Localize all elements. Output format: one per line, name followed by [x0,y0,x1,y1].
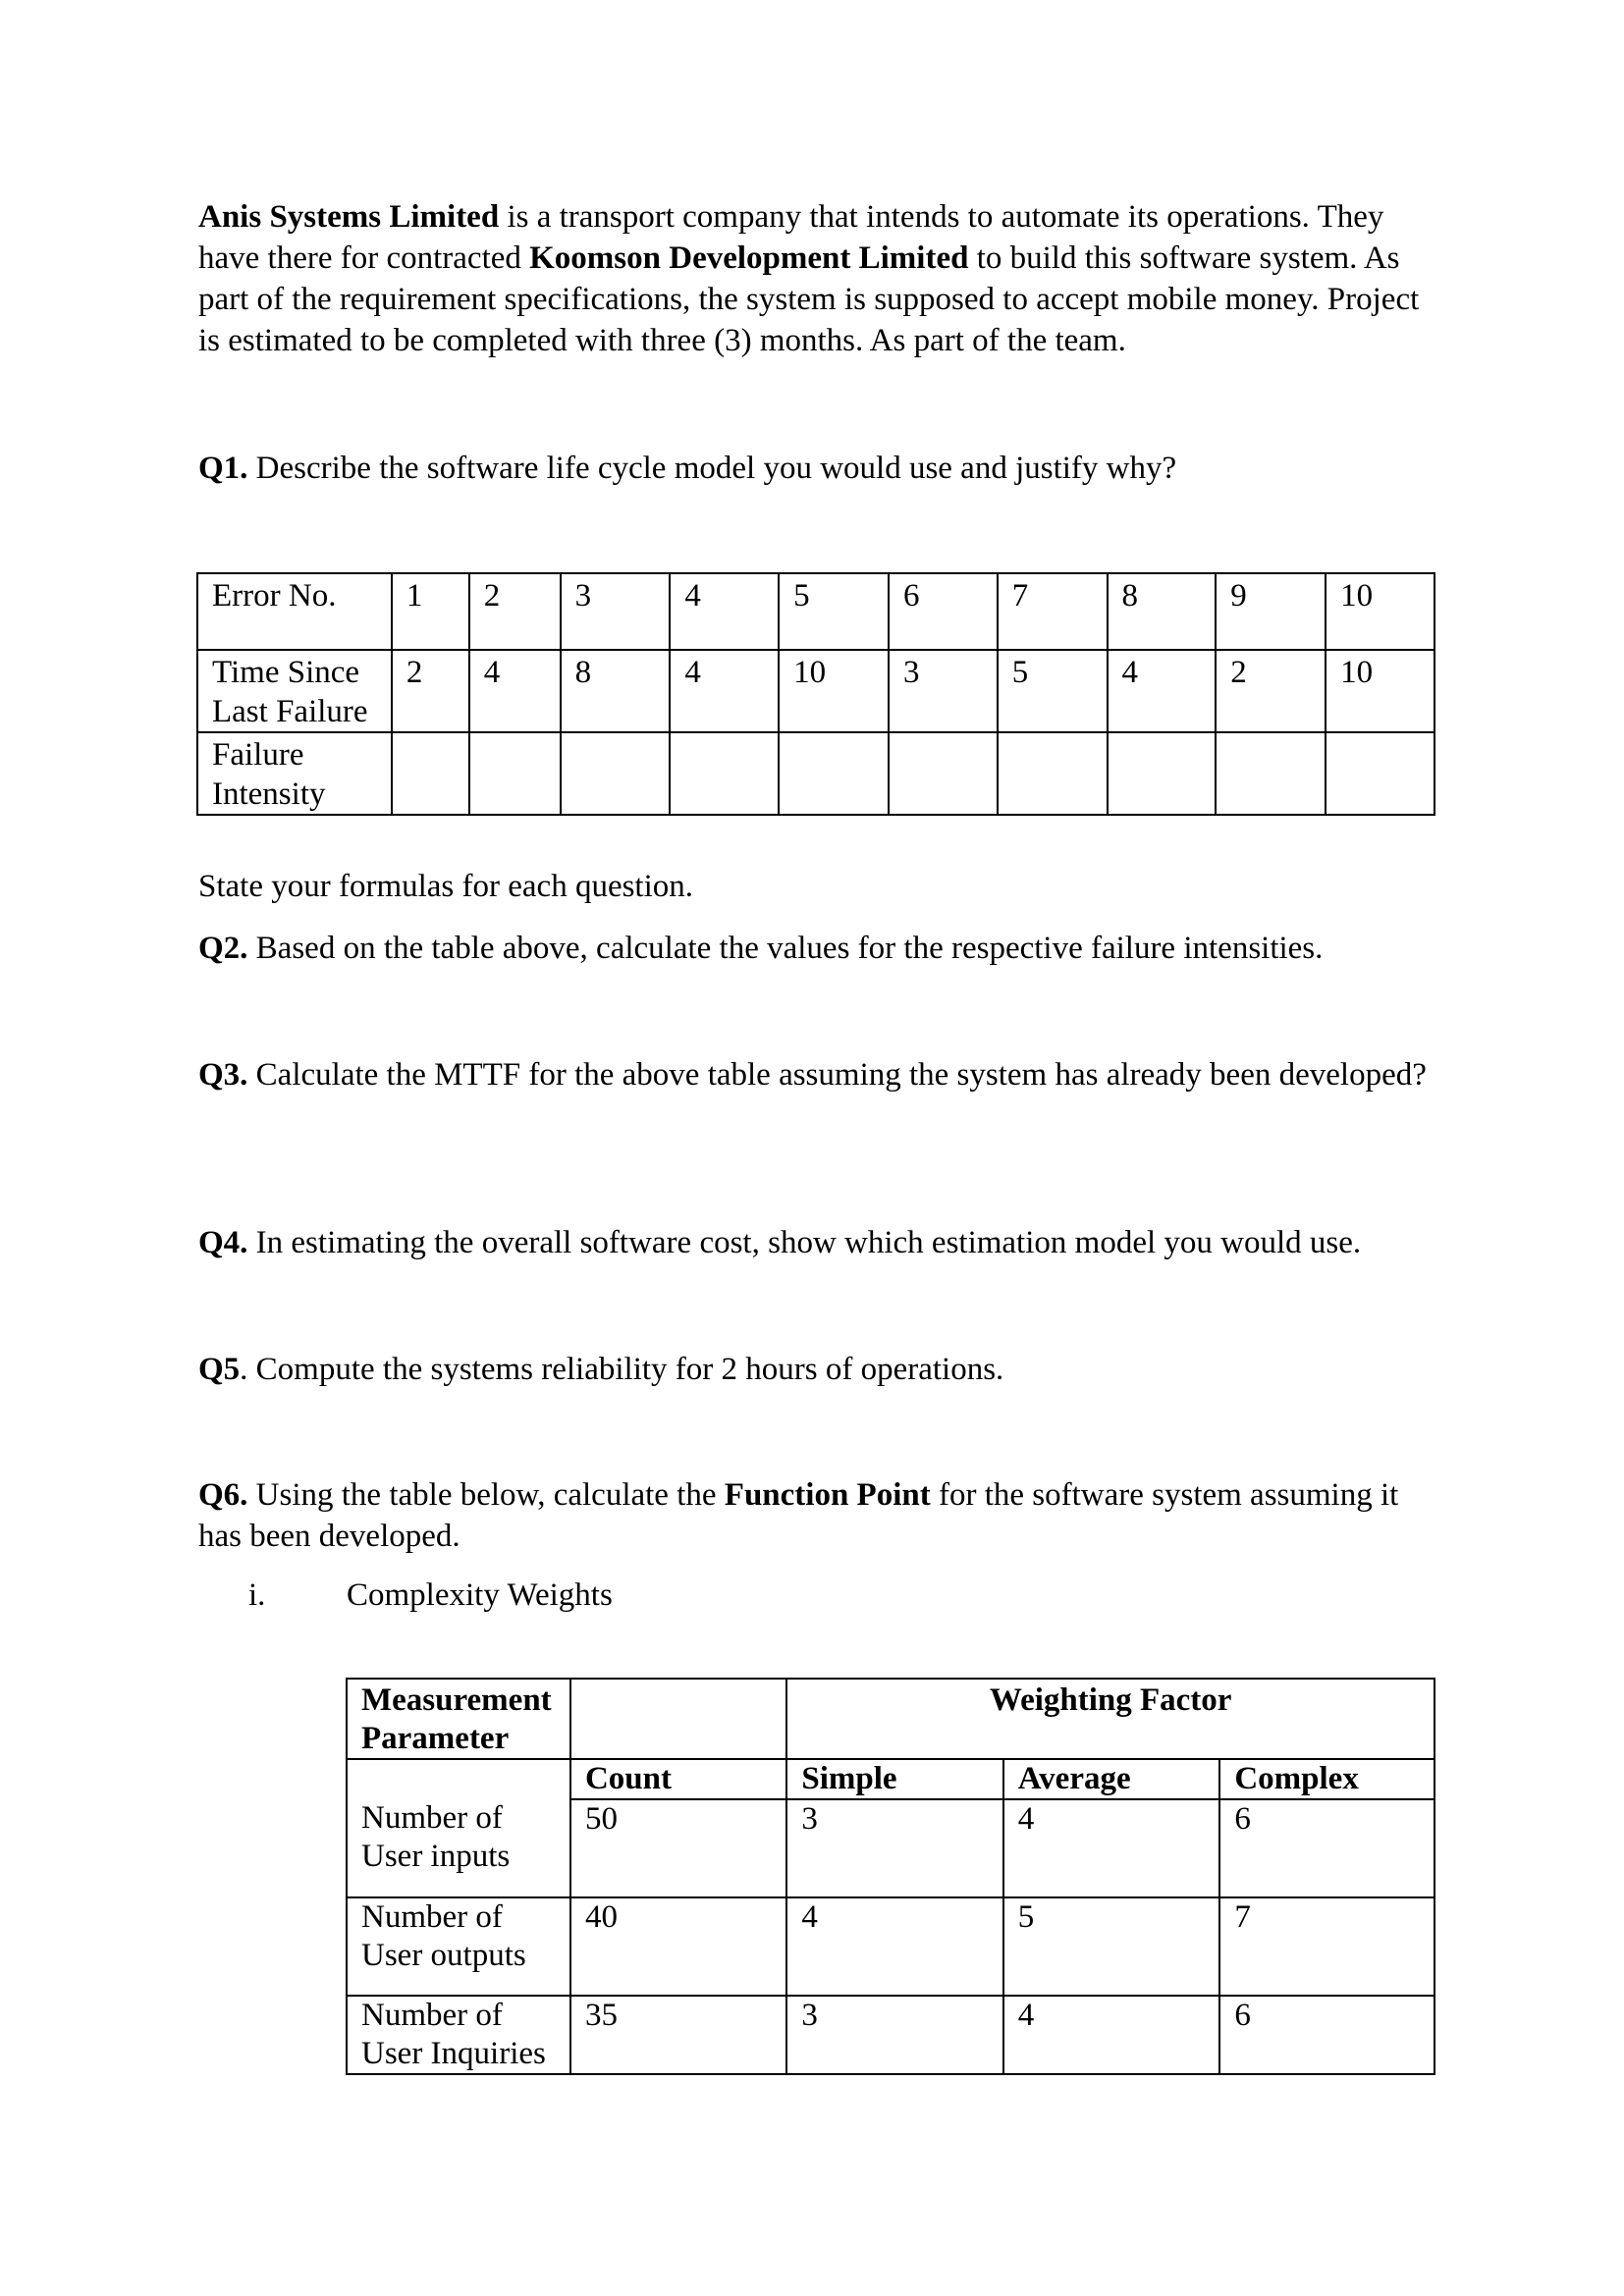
time-cell: 8 [561,650,671,732]
complex-cell: 6 [1219,1799,1435,1897]
average-cell: 4 [1003,1799,1220,1897]
row-label: Failure Intensity [197,732,392,815]
time-cell: 5 [998,650,1108,732]
q1-label: Q1. [198,451,248,486]
q4-label: Q4. [198,1225,248,1260]
time-cell: 4 [670,650,779,732]
error-cell: 7 [998,573,1108,650]
intro-paragraph [198,196,1445,361]
q2-label: Q2. [198,931,248,966]
complex-cell: 6 [1219,1996,1435,2074]
param-cell: Number of User Inquiries [347,1996,570,2074]
question-4 [198,1222,1445,1263]
error-no-row [197,573,1435,650]
error-cell: 3 [561,573,671,650]
company-name: Anis Systems Limited [198,199,500,235]
simple-cell: 3 [786,1799,1002,1897]
row-label: Time Since Last Failure [197,650,392,732]
intensity-cell[interactable] [1216,732,1326,815]
error-cell: 4 [670,573,779,650]
error-cell: 1 [392,573,469,650]
average-header: Average [1003,1759,1220,1799]
intensity-cell[interactable] [889,732,998,815]
count-cell: 40 [570,1897,786,1996]
table-row [347,1996,1435,2074]
error-cell: 8 [1108,573,1217,650]
simple-header: Simple [786,1759,1002,1799]
q6-text-2: for the software system assuming it has been developed. [198,1477,1399,1554]
failure-intensity-row [197,732,1435,815]
q5-label: Q5 [198,1352,241,1387]
list-item-text: Complexity Weights [347,1577,613,1613]
intensity-cell[interactable] [392,732,469,815]
q3-text: Calculate the MTTF for the above table assuming the system has already been developed? [247,1057,1427,1093]
time-cell: 2 [392,650,469,732]
q6-text-1: Using the table below, calculate the [247,1477,725,1513]
time-cell: 4 [1108,650,1217,732]
intensity-cell[interactable] [998,732,1108,815]
count-header: Count [570,1759,786,1799]
question-2 [198,928,1445,969]
weighting-factor-header: Weighting Factor [786,1679,1435,1759]
time-since-row [197,650,1435,732]
question-6 [198,1474,1445,1557]
error-cell: 2 [469,573,561,650]
average-cell: 4 [1003,1996,1220,2074]
time-cell: 10 [1326,650,1435,732]
error-cell: 9 [1216,573,1326,650]
average-cell: 5 [1003,1897,1220,1996]
q1-text: Describe the software life cycle model you would use and justify why? [247,451,1177,486]
list-marker: i. [248,1577,266,1613]
failure-table [196,572,1435,816]
param-cell: Number of User inputs [347,1799,570,1897]
table-row [347,1897,1435,1996]
simple-cell: 4 [786,1897,1002,1996]
error-cell: 6 [889,573,998,650]
function-point-table [346,1678,1435,2075]
formulas-note: State your formulas for each question. [198,869,694,904]
empty-header-cell [570,1679,786,1759]
intro-text-2: to build this software system. As part of the requirement specifications, the system is supposed to accept mobile money. Project is estimated to be completed with three (3) months. As part of the team. [198,240,1420,358]
q6-bold: Function Point [724,1477,931,1513]
question-1 [198,448,1445,489]
q5-text: . Compute the systems reliability for 2 hours of operations. [240,1352,1004,1387]
q6-label: Q6. [198,1477,248,1513]
fp-subheader-row [347,1759,1435,1799]
q2-text: Based on the table above, calculate the values for the respective failure intensities. [247,931,1324,966]
param-cell: Number of User outputs [347,1897,570,1996]
contractor-name: Koomson Development Limited [529,240,969,276]
row-label: Error No. [197,573,392,650]
fp-header-row [347,1679,1435,1759]
count-cell: 50 [570,1799,786,1897]
complex-header: Complex [1219,1759,1435,1799]
empty-subheader-cell [347,1759,570,1799]
count-cell: 35 [570,1996,786,2074]
intensity-cell[interactable] [670,732,779,815]
error-cell: 10 [1326,573,1435,650]
time-cell: 3 [889,650,998,732]
q3-label: Q3. [198,1057,248,1093]
intensity-cell[interactable] [779,732,889,815]
question-3 [198,1054,1445,1095]
intro-text-1: is a transport company that intends to automate its operations. They have there for contracted [198,199,1384,276]
intensity-cell[interactable] [1326,732,1435,815]
intensity-cell[interactable] [1108,732,1217,815]
time-cell: 10 [779,650,889,732]
error-cell: 5 [779,573,889,650]
intensity-cell[interactable] [469,732,561,815]
complex-cell: 7 [1219,1897,1435,1996]
measurement-parameter-header: Measurement Parameter [347,1679,570,1759]
q4-text: In estimating the overall software cost, show which estimation model you would use. [247,1225,1362,1260]
question-5 [198,1349,1445,1390]
table-row [347,1799,1435,1897]
time-cell: 4 [469,650,561,732]
time-cell: 2 [1216,650,1326,732]
simple-cell: 3 [786,1996,1002,2074]
intensity-cell[interactable] [561,732,671,815]
